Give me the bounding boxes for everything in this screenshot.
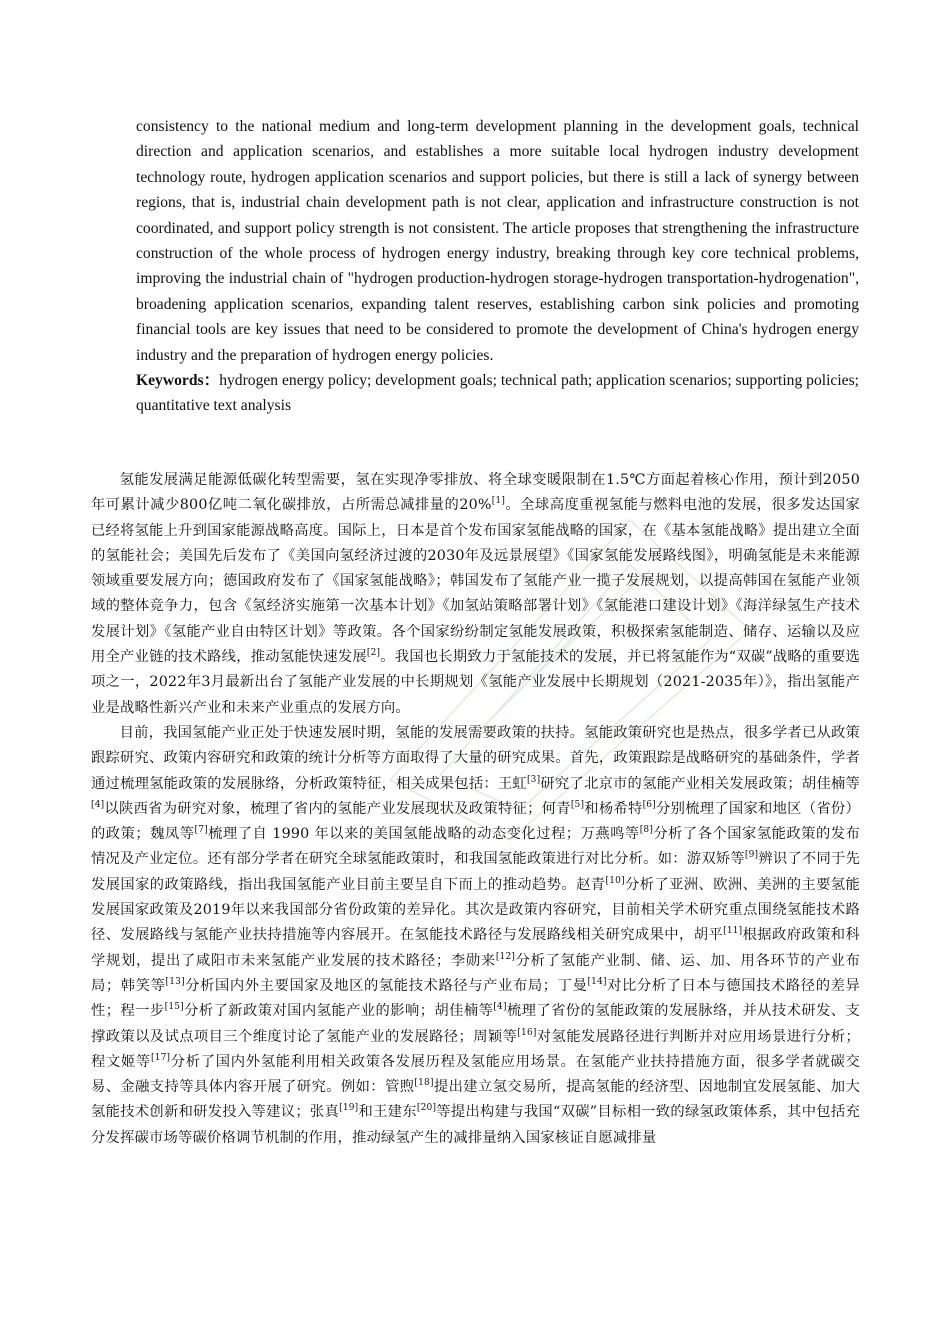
citation-ref: [8] xyxy=(639,825,654,836)
citation-ref: [3] xyxy=(526,774,541,785)
text-run: 提出建立氢交易所，提高氢能的经济型、因地制宜发展氢能、加大氢能技术创新和研发投入等建议；张真 xyxy=(91,1079,860,1121)
text-run: 对氢能发展路径进行判断并对应用场景进行分析；程文姬等 xyxy=(91,1028,860,1070)
citation-ref: [19] xyxy=(339,1103,359,1114)
citation-ref: [20] xyxy=(416,1103,437,1114)
text-run: 辨识了不同于先发展国家的政策路线，指出我国氢能产业目前主要呈自下而上的推动趋势。赵青 xyxy=(91,851,861,893)
text-run: 。我国也长期致力于氢能技术的发展，并已将氢能作为“双碳”战略的重要选项之一，2022年3月最新出台了氢能产业发展的中长期规划《氢能产业发展中长期规划（2021-2035年）》，指出氢能产业是战略性新兴产业和未来产业重点的发展方向。 xyxy=(91,649,860,716)
text-run: 研究了北京市的氢能产业相关发展政策；胡佳楠等 xyxy=(540,775,861,792)
text-run: 分别梳理了国家和地区（省份）的政策；魏凤等 xyxy=(91,800,860,843)
text-run: 对比分析了日本与德国技术路径的差异性；程一步 xyxy=(91,977,860,1020)
text-run: 根据政府政策和科学规划，提出了咸阳市未来氢能产业发展的技术路径；李勋来 xyxy=(91,927,860,969)
text-run: 以陕西省为研究对象，梳理了省内的氢能产业发展现状及政策特征；何青 xyxy=(104,800,571,817)
citation-ref: [14] xyxy=(587,977,607,988)
text-run: 分析了国内外氢能利用相关政策各发展历程及氢能应用场景。在氢能产业扶持措施方面，很多学者就碳交易、金融支持等具体内容开展了研究。例如：管煦 xyxy=(91,1053,860,1096)
text-run: 。全球高度重视氢能与燃料电池的发展，很多发达国家已经将氢能上升到国家能源战略高度。国际上，日本是首个发布国家氢能战略的国家，在《基本氢能战略》提出建立全面的氢能社会；美国先后发布了《美国向氢经济过渡的2030年及远景展望》《国家氢能发展路线图》，明确氢能是未来能源领域重要发展方向；德国政府发布了《国家氢能战略》；韩国发布了氢能产业一揽子发展规划，以提高韩国在氢能产业领域的整体竞争力，包含《氢经济实施第一次基本计划》《加氢站策略部署计划》《氢能港口建设计划》《海洋绿氢生产技术发展计划》《氢能产业自由特区计划》等政策。各个国家纷纷制定氢能发展政策，积极探索氢能制造、储存、运输以及应用全产业链的技术路线，推动氢能快速发展 xyxy=(91,497,860,666)
text-run: 目前，我国氢能产业正处于快速发展时期，氢能的发展需要政策的扶持。氢能政策研究也是热点，很多学者已从政策跟踪研究、政策内容研究和政策的统计分析等方面取得了大量的研究成果。首先，政策跟踪是战略研究的基础条件，学者通过梳理氢能政策的发展脉络，分析政策特征，相关成果包括：王虹 xyxy=(91,724,860,792)
citation-ref: [16] xyxy=(517,1027,537,1038)
citation-ref: [4] xyxy=(91,800,105,811)
keywords-text: hydrogen energy policy; development goals; technical path; application scenarios; supporting policies; quantitative text analysis xyxy=(136,372,859,415)
citation-ref: [18] xyxy=(414,1078,434,1089)
citation-ref: [7] xyxy=(194,825,208,836)
body-paragraph-2 xyxy=(91,721,860,1151)
citation-ref: [9] xyxy=(744,850,759,861)
keywords-line xyxy=(136,368,859,419)
text-run: 和杨希特 xyxy=(584,800,643,817)
abstract-section xyxy=(136,114,859,419)
citation-ref: [13] xyxy=(165,977,185,988)
text-run: 等提出构建与我国“双碳”目标相一致的绿氢政策体系，其中包括充分发挥碳市场等碳价格调节机制的作用，推动绿氢产生的减排量纳入国家核证自愿减排量 xyxy=(91,1104,860,1146)
text-run: 梳理了省份的氢能政策的发展脉络，并从技术研发、支撑政策以及试点项目三个维度讨论了氢能产业的发展路径；周颖等 xyxy=(91,1003,861,1045)
main-body xyxy=(91,468,860,1151)
citation-ref: [4] xyxy=(493,1002,507,1013)
text-run: 分析了亚洲、欧洲、美洲的主要氢能发展国家政策及2019年以来我国部分省份政策的差异化。其次是政策内容研究，目前相关学术研究重点围绕氢能技术路径、发展路线与氢能产业扶持措施等内容展开。在氢能技术路径与发展路线相关研究成果中，胡平 xyxy=(91,876,861,944)
citation-ref: [12] xyxy=(495,951,516,962)
citation-ref: [2] xyxy=(366,648,381,659)
citation-ref: [11] xyxy=(723,926,743,937)
keywords-label: Keywords： xyxy=(136,372,220,390)
text-run: 分析国内外主要国家及地区的氢能技术路径与产业布局；丁曼 xyxy=(184,977,588,994)
body-paragraph-1 xyxy=(91,468,860,721)
text-run: 梳理了自 1990 年以来的美国氢能战略的动态变化过程；万燕鸣等 xyxy=(207,826,640,843)
text-run: 分析了氢能产业制、储、运、加、用各环节的产业布局；韩笑等 xyxy=(91,952,860,994)
text-run: 分析了各个国家氢能政策的发布情况及产业定位。还有部分学者在研究全球氢能政策时，和我国氢能政策进行对比分析。如：游双矫等 xyxy=(91,826,861,868)
text-run: 和王建东 xyxy=(358,1104,417,1121)
citation-ref: [5] xyxy=(570,800,585,811)
abstract-text: consistency to the national medium and long-term development planning in the development goals, technical direction and application scenarios, and establishes a more suitable local hydrogen industry development technology route, hydrogen application scenarios and support policies, but there is still a lack of synergy between regions, that is, industrial chain development path is not clear, application and infrastructure construction is not coordinated, and support policy strength is not consistent. The article proposes that strengthening the infrastructure construction of the whole process of hydrogen energy industry, breaking through key core technical problems, improving the industrial chain of "hydrogen production-hydrogen storage-hydrogen transportation-hydrogenation", broadening application scenarios, expanding talent reserves, establishing carbon sink policies and promoting financial tools are key issues that need to be considered to promote the development of China's hydrogen energy industry and the preparation of hydrogen energy policies. xyxy=(136,118,859,364)
text-run: 氢能发展满足能源低碳化转型需要，氢在实现净零排放、将全球变暖限制在1.5℃方面起着核心作用，预计到2050年可累计减少800亿吨二氧化碳排放，占所需总减排量的20% xyxy=(91,472,860,514)
citation-ref: [15] xyxy=(164,1002,184,1013)
text-run: 分析了新政策对国内氢能产业的影响；胡佳楠等 xyxy=(183,1003,494,1020)
citation-ref: [10] xyxy=(605,875,625,886)
citation-ref: [1] xyxy=(491,496,506,507)
citation-ref: [6] xyxy=(642,800,656,811)
citation-ref: [17] xyxy=(150,1053,171,1064)
